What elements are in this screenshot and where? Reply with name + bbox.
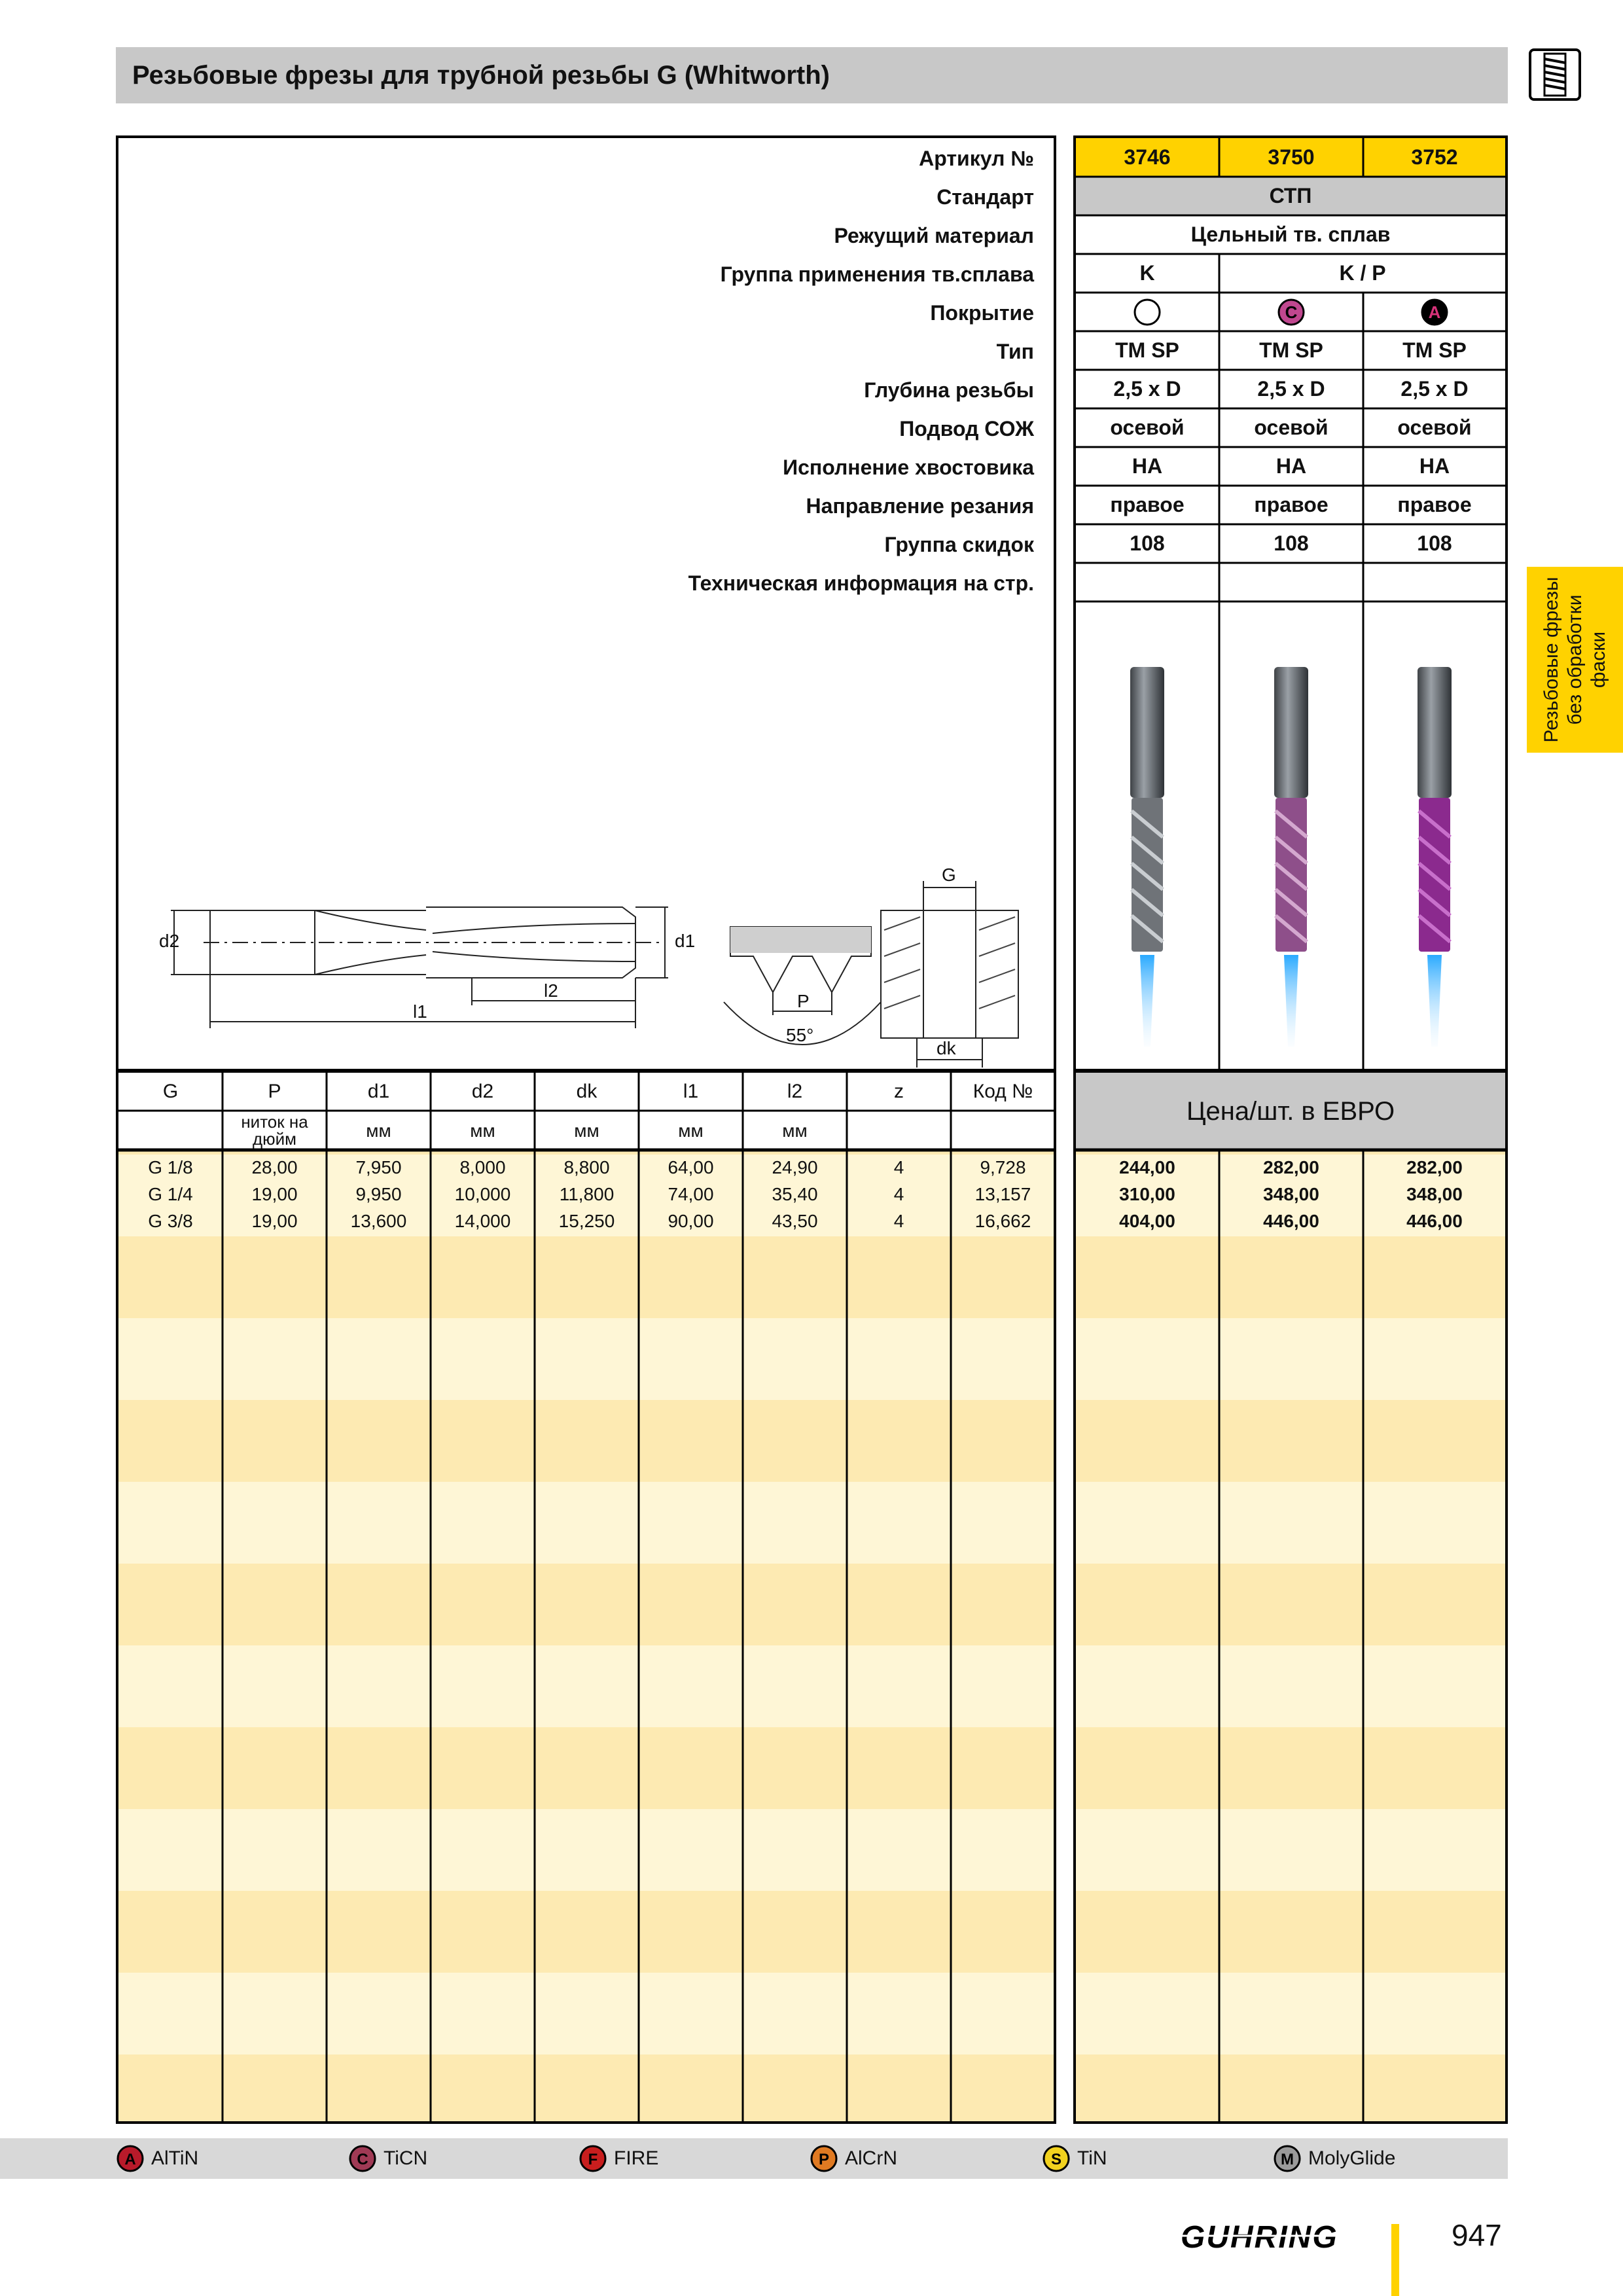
column-header: Код № (972, 1081, 1033, 1102)
side-tab[interactable] (1527, 567, 1623, 753)
article-3750: 3750 (1268, 145, 1315, 169)
label-type: Тип (996, 340, 1034, 363)
table-cell: 4 (893, 1184, 904, 1204)
table-cell: G 3/8 (148, 1211, 193, 1231)
table-cell: 19,00 (251, 1211, 298, 1231)
article-3752: 3752 (1411, 145, 1458, 169)
legend-label: TiCN (383, 2147, 428, 2169)
table-cell: 14,000 (454, 1211, 511, 1231)
fire-coating-icon (579, 2144, 607, 2173)
cutting-direction-value: правое (1110, 493, 1185, 516)
table-cell: 16,662 (974, 1211, 1031, 1231)
label-coating: Покрытие (930, 301, 1034, 325)
table-cell: 35,40 (772, 1184, 818, 1204)
side-tab-line3: фаски (1588, 631, 1609, 689)
svg-text:C: C (357, 2151, 368, 2168)
table-cell: 8,000 (459, 1157, 506, 1177)
side-tab-line1: Резьбовые фрезы (1541, 577, 1562, 743)
column-header: G (162, 1081, 179, 1102)
alcrn-coating-icon (810, 2144, 838, 2173)
discount-group-value: 108 (1417, 531, 1452, 555)
table-cell: G 1/8 (148, 1157, 193, 1177)
table-cell: 13,157 (974, 1184, 1031, 1204)
legend-label: TiN (1077, 2147, 1107, 2169)
label-standard: Стандарт (936, 185, 1034, 209)
legend-label: FIRE (614, 2147, 659, 2169)
thread-icon (1527, 47, 1582, 102)
ticn-coating-icon (348, 2144, 377, 2173)
type-value: TM SP (1115, 338, 1179, 362)
label-d2: d2 (159, 931, 180, 951)
table-cell: 10,000 (454, 1184, 511, 1204)
table-cell: 90,00 (668, 1211, 714, 1231)
price-cell: 404,00 (1119, 1211, 1175, 1231)
column-unit: мм (366, 1121, 391, 1141)
label-material: Режущий материал (834, 224, 1034, 247)
column-unit: ниток на дюйм (241, 1112, 308, 1149)
material-value: Цельный тв. сплав (1190, 223, 1391, 246)
label-l2: l2 (544, 980, 558, 1001)
column-header: P (268, 1081, 281, 1102)
svg-text:F: F (588, 2151, 598, 2168)
table-cell: 64,00 (668, 1157, 714, 1177)
legend-item (1273, 2141, 1395, 2176)
column-header: d2 (471, 1081, 494, 1102)
table-cell: 74,00 (668, 1184, 714, 1204)
column-header: l2 (787, 1081, 803, 1102)
table-cell: 13,600 (350, 1211, 407, 1231)
column-unit: мм (470, 1121, 495, 1141)
shank-value: HA (1275, 454, 1307, 478)
label-carbide-group: Группа применения тв.сплава (720, 262, 1034, 286)
label-tech-info: Техническая информация на стр. (688, 571, 1034, 595)
brand-divider (1391, 2224, 1399, 2296)
price-cell: 446,00 (1263, 1211, 1319, 1231)
tin-coating-icon (1042, 2144, 1071, 2173)
type-value: TM SP (1402, 338, 1467, 362)
tool-3752 (1418, 667, 1452, 1047)
page-title: Резьбовые фрезы для трубной резьбы G (Whitworth) (132, 61, 830, 90)
column-unit: мм (782, 1121, 808, 1141)
table-grid (118, 1073, 1054, 2121)
legend-item (810, 2141, 897, 2176)
table-cell: 43,50 (772, 1211, 818, 1231)
column-unit: мм (678, 1121, 704, 1141)
price-cell: 446,00 (1406, 1211, 1463, 1231)
altin-coating-icon (116, 2144, 145, 2173)
legend-item (348, 2141, 427, 2176)
discount-group-value: 108 (1130, 531, 1165, 555)
label-dk: dk (936, 1038, 956, 1058)
svg-text:S: S (1050, 2151, 1062, 2168)
label-P: P (797, 991, 810, 1011)
table-cell: 11,800 (559, 1184, 615, 1204)
tool-images (1076, 601, 1505, 1069)
side-tab-line2: без обработки (1564, 594, 1586, 725)
cutting-direction-value: правое (1397, 493, 1472, 516)
table-cell: 7,950 (355, 1157, 402, 1177)
price-cell: 282,00 (1406, 1157, 1463, 1177)
label-cutting-direction: Направление резания (806, 494, 1034, 518)
column-header: dk (576, 1081, 597, 1102)
svg-text:A: A (1428, 302, 1441, 322)
column-unit: мм (574, 1121, 599, 1141)
shank-value: HA (1419, 454, 1450, 478)
svg-text:A: A (124, 2151, 136, 2168)
price-cell: 348,00 (1406, 1184, 1463, 1204)
discount-group-value: 108 (1274, 531, 1309, 555)
cutting-direction-value: правое (1254, 493, 1329, 516)
technical-drawing (118, 825, 1054, 1069)
price-cell: 310,00 (1119, 1184, 1175, 1204)
table-cell: 9,950 (355, 1184, 402, 1204)
legend-item (579, 2141, 658, 2176)
coolant-value: осевой (1110, 416, 1185, 439)
svg-text:P: P (818, 2151, 830, 2168)
dimension-table (116, 1070, 1056, 2124)
price-header: Цена/шт. в ЕВРО (1076, 1073, 1505, 1150)
legend-item (116, 2141, 198, 2176)
table-cell: 15,250 (558, 1211, 615, 1231)
label-discount-group: Группа скидок (884, 533, 1034, 556)
article-3746: 3746 (1124, 145, 1171, 169)
table-cell: 4 (893, 1211, 904, 1231)
label-angle: 55° (786, 1025, 814, 1045)
brand-logo (1181, 2220, 1377, 2253)
molyglide-coating-icon (1273, 2144, 1302, 2173)
table-cell: 4 (893, 1157, 904, 1177)
type-value: TM SP (1259, 338, 1323, 362)
legend-label: MolyGlide (1308, 2147, 1396, 2169)
column-header: z (894, 1081, 904, 1102)
column-header: d1 (367, 1081, 390, 1102)
label-coolant: Подвод СОЖ (899, 417, 1034, 440)
price-cell: 282,00 (1263, 1157, 1319, 1177)
label-G: G (942, 865, 956, 885)
table-cell: 28,00 (251, 1157, 298, 1177)
price-table (1073, 1070, 1508, 2124)
carbide-group-k: K (1139, 261, 1155, 285)
price-cell: 244,00 (1119, 1157, 1175, 1177)
svg-text:C: C (1285, 302, 1298, 322)
shank-value: HA (1132, 454, 1163, 478)
page-number: 947 (1452, 2218, 1502, 2252)
thread-depth-value: 2,5 x D (1400, 377, 1469, 401)
thread-depth-value: 2,5 x D (1113, 377, 1181, 401)
coolant-value: осевой (1254, 416, 1329, 439)
table-cell: G 1/4 (148, 1184, 193, 1204)
label-d1: d1 (675, 931, 696, 951)
legend-item (1042, 2141, 1107, 2176)
spec-label-panel (116, 135, 1056, 1071)
label-article: Артикул № (919, 147, 1034, 170)
tool-3746 (1130, 667, 1164, 1047)
table-cell: 19,00 (251, 1184, 298, 1204)
thread-depth-value: 2,5 x D (1257, 377, 1325, 401)
column-header: l1 (683, 1081, 699, 1102)
label-thread-depth: Глубина резьбы (864, 378, 1034, 402)
table-cell: 8,800 (563, 1157, 610, 1177)
product-spec-panel (1073, 135, 1508, 1071)
svg-text:M: M (1281, 2151, 1294, 2168)
coolant-value: осевой (1397, 416, 1472, 439)
table-cell: 9,728 (980, 1157, 1026, 1177)
label-l1: l1 (413, 1001, 427, 1022)
label-shank: Исполнение хвостовика (783, 456, 1034, 479)
legend-label: AlTiN (151, 2147, 199, 2169)
svg-text:GUHRING: GUHRING (1181, 2220, 1338, 2253)
tool-3750 (1274, 667, 1308, 1047)
legend-label: AlCrN (845, 2147, 897, 2169)
carbide-group-kp: K / P (1339, 261, 1386, 285)
standard-value: СТП (1076, 177, 1505, 215)
table-cell: 24,90 (772, 1157, 818, 1177)
price-cell: 348,00 (1263, 1184, 1319, 1204)
